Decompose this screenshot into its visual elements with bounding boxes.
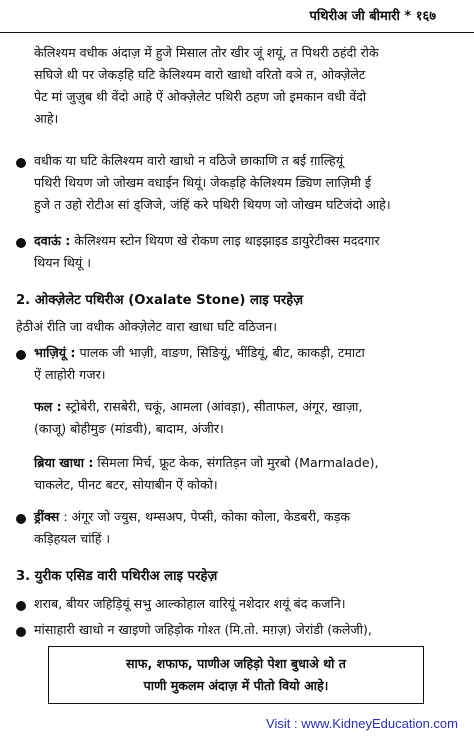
vegetables-label: भाज़ियूं : <box>34 345 76 360</box>
urine-note-box <box>48 646 424 704</box>
bullet-line: थियन थियूं । <box>34 255 91 270</box>
intro-line: पेट मां जुज़ुब थी वेंदो आहे ऐं ओक्ज़ेलेट पथिरी ठहण जो इमकान वधी वेंदो <box>34 89 367 104</box>
medicine-label: दवाऊं : <box>34 233 71 248</box>
intro-paragraph <box>34 42 446 130</box>
note-line: पाणी मुकलम अंदाज़ में पीतो वियो आहे। <box>143 678 329 693</box>
section-heading-uric-acid: 3. युरीक एसिड वारी पथिरीअ लाइ परहेज़ <box>16 569 218 584</box>
item-line: पालक जी भाज़ी, वाङण, सिङियूं, भींडियूं, बीट, काकड़ी, टमाटा <box>75 345 365 360</box>
bullet-dot <box>16 350 26 360</box>
bullet-dot <box>16 514 26 524</box>
item-line: ऐं लाहोरी गजर। <box>34 367 106 382</box>
header-rule <box>0 32 474 33</box>
note-line: साफ, शफाफ, पाणीअ जहिड़ो पेशा बुधाअे थो त <box>126 656 346 671</box>
other-foods-label: ब्रिया खाधा : <box>34 455 94 470</box>
medicine-bullet <box>34 230 446 274</box>
bullet-dot <box>16 601 26 611</box>
bullet-dot <box>16 158 26 168</box>
fruits-label: फल : <box>34 399 62 414</box>
item-line: चाकलेट, पीनट बटर, सोयाबीन ऐं कोको। <box>34 477 218 492</box>
item-line: (काजू) बोहीमुङ (मांडवी), बादाम, अंजीर। <box>34 421 224 436</box>
alcohol-bullet: शराब, बीयर जहिड़ियूं सभु आल्कोहाल वारियूं नशेदार शयूं बंद कजनि। <box>34 596 346 611</box>
footer-link[interactable]: Visit : www.KidneyEducation.com <box>266 716 458 731</box>
item-line: : अंगूर जो ज्युस, थम्सअप, पेप्सी, कोका कोला, केडबरी, कड़क <box>59 509 351 524</box>
fruits-item <box>34 396 446 440</box>
bullet-line: केलिश्यम स्टोन थियण खे रोकण लाइ थाइझाइड डायुरेटीक्स मददगार <box>70 233 380 248</box>
drinks-item <box>34 506 446 550</box>
bullet-dot <box>16 627 26 637</box>
bullet-dot <box>16 238 26 248</box>
section2-intro: हेठीअं रीति जा वधीक ओक्ज़ेलेट वारा खाधा घटि वठिजन। <box>16 319 278 334</box>
other-foods-item <box>34 452 446 496</box>
intro-line: केलिश्यम वधीक अंदाज़ में हुजे मिसाल तोर खीर जूं शयूं, त पिथरी ठहंदी रोके <box>34 45 379 60</box>
page-header-title: पथिरीअ जी बीमारी * १६७ <box>309 9 436 24</box>
drinks-label: ड्रींक्स <box>34 509 60 524</box>
item-line: कड़िहयल चांहिं । <box>34 531 111 546</box>
item-line: सिमला मिर्च, फ्रूट केक, संगतिड़न जो मुरबो (Marmalade), <box>93 455 379 470</box>
calcium-bullet <box>34 150 446 216</box>
section-heading-oxalate: 2. ओक्ज़ेलेट पथिरीअ (Oxalate Stone) लाइ परहेज़ <box>16 293 304 308</box>
bullet-line: वधीक या घटि केलिश्यम वारो खाधो न वठिजे छाकाणि त बई ग़ाल्हियूं <box>34 153 344 168</box>
non-veg-bullet: मांसाहारी खाधो न खाइणो जहिड़ोक गोश्त (मि.तो. मग़ज़) जेरांडी (कलेजी), <box>34 622 372 637</box>
intro-line: आहे। <box>34 111 59 126</box>
intro-line: सघिजे थी पर जेकड़हि घटि केलिश्यम वारो खाधो वरितो वञे त, ओक्ज़ेलेट <box>34 67 366 82</box>
vegetables-item <box>34 342 446 386</box>
item-line: स्ट्रोबेरी, रासबेरी, चकूं, आमला (आंवड़ा), सीताफल, अंगूर, खाज़ा, <box>61 399 363 414</box>
bullet-line: पथिरी थियण जो जोखम वधाईन थियूं। जेकड़हि केलिश्यम ड्यिण लाज़िमी ई <box>34 175 372 190</box>
bullet-line: हुजे त उहो रोटीअ सां ड्जिजे, जंहिं करे पथिरी थियण जो जोखम घटिजंदो आहे। <box>34 197 391 212</box>
